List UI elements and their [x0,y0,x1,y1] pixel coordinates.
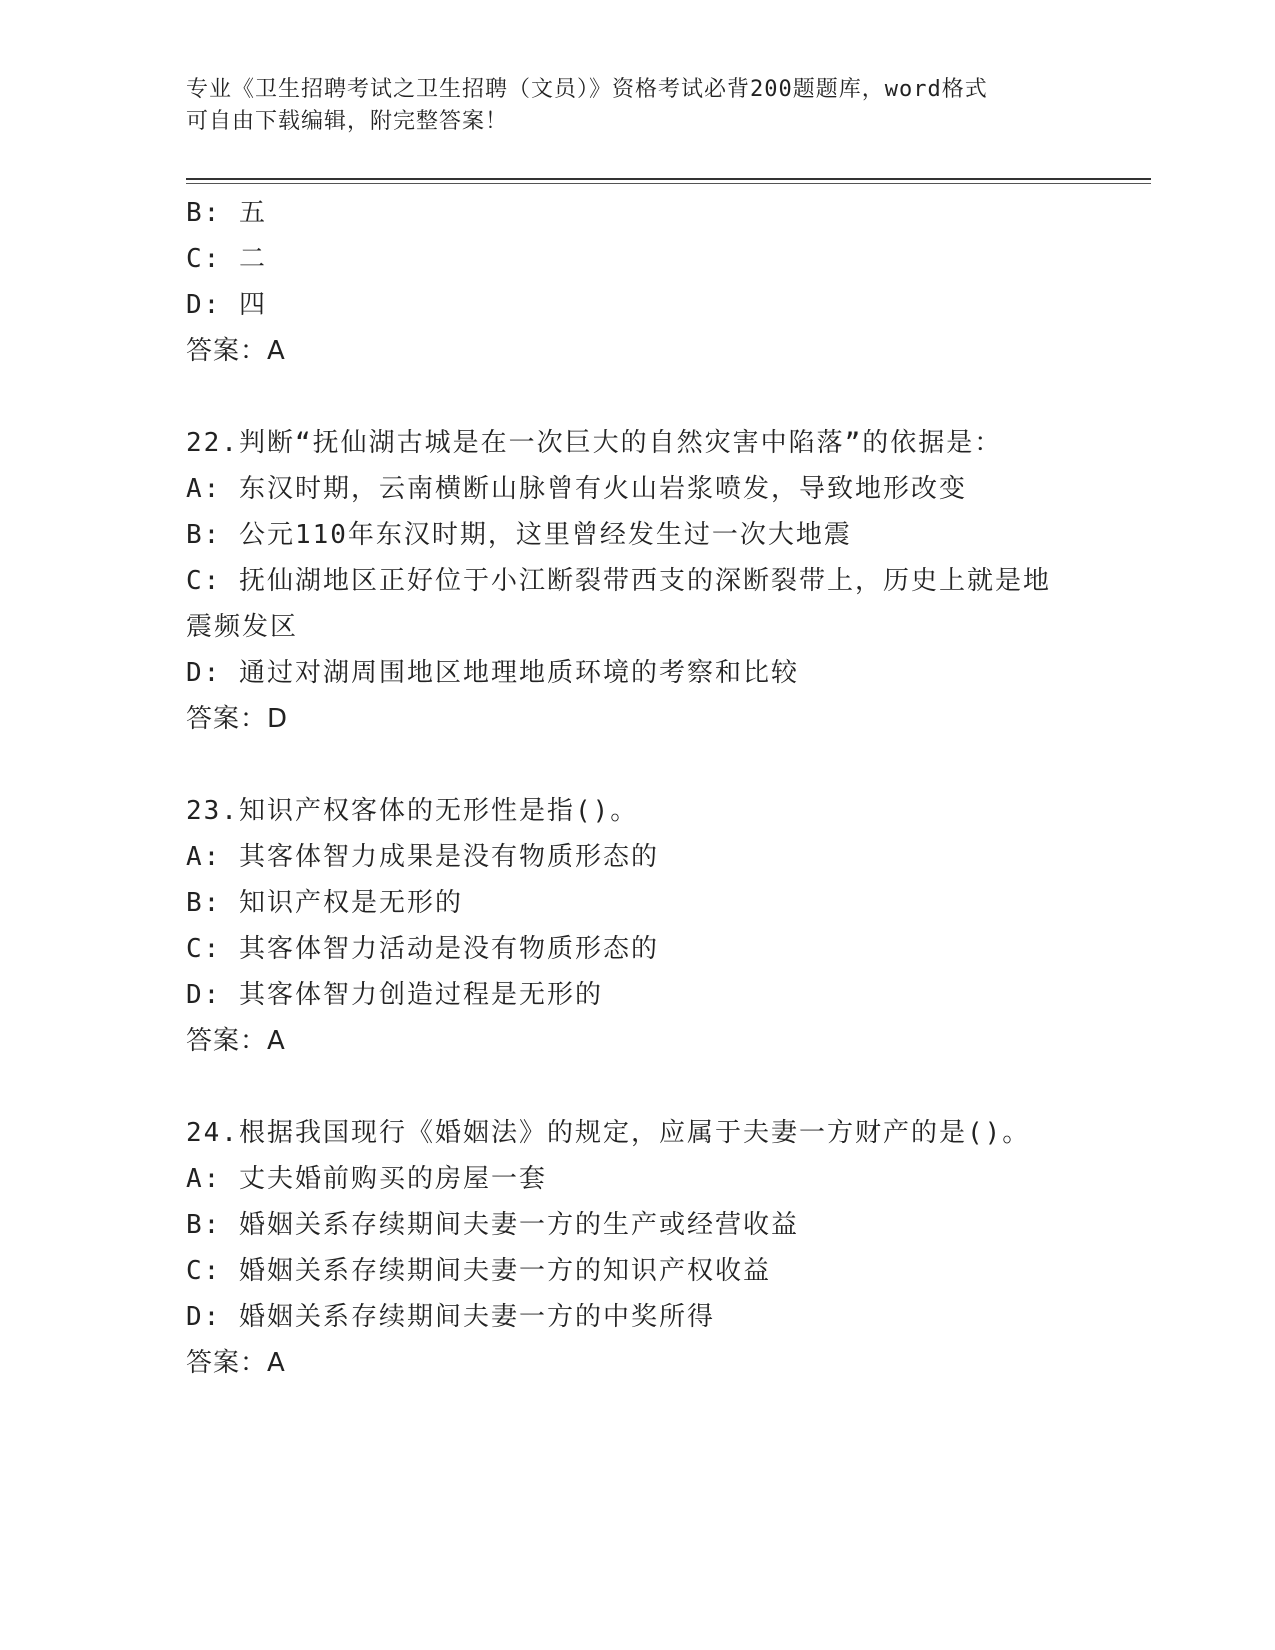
question-stem: 24.根据我国现行《婚姻法》的规定，应属于夫妻一方财产的是()。 [186,1118,1031,1148]
question-list [186,190,1086,1386]
option-c-continued: 震频发区 [186,612,299,642]
question-stem: 22.判断“抚仙湖古城是在一次巨大的自然灾害中陷落”的依据是： [186,428,1003,458]
option-b: B: 知识产权是无形的 [186,888,463,918]
option-c: C: 二 [186,244,267,274]
question-block-23 [186,788,1086,1064]
option-d: D: 其客体智力创造过程是无形的 [186,980,603,1010]
header-line-2: 可自由下载编辑，附完整答案！ [186,109,509,134]
question-block-24 [186,1110,1086,1386]
document-header [186,74,1086,138]
answer-label: 答案：A [186,336,286,366]
answer-label: 答案：D [186,704,289,734]
header-divider-thin [186,183,1151,184]
spacer [186,742,1086,788]
option-c: C: 婚姻关系存续期间夫妻一方的知识产权收益 [186,1256,771,1286]
option-d: D: 婚姻关系存续期间夫妻一方的中奖所得 [186,1302,715,1332]
header-divider-thick [186,178,1151,180]
option-a: A: 东汉时期，云南横断山脉曾有火山岩浆喷发，导致地形改变 [186,474,967,504]
option-d: D: 四 [186,290,267,320]
option-a: A: 丈夫婚前购买的房屋一套 [186,1164,547,1194]
answer-label: 答案：A [186,1348,286,1378]
spacer [186,1064,1086,1110]
option-c: C: 其客体智力活动是没有物质形态的 [186,934,659,964]
option-b: B: 五 [186,198,267,228]
question-block-22 [186,420,1086,742]
option-a: A: 其客体智力成果是没有物质形态的 [186,842,659,872]
header-line-1: 专业《卫生招聘考试之卫生招聘（文员）》资格考试必背200题题库，word格式 [186,77,988,102]
option-d: D: 通过对湖周围地区地理地质环境的考察和比较 [186,658,799,688]
option-b: B: 公元110年东汉时期，这里曾经发生过一次大地震 [186,520,852,550]
answer-label: 答案：A [186,1026,286,1056]
spacer [186,374,1086,420]
question-stem: 23.知识产权客体的无形性是指()。 [186,796,639,826]
question-block-21 [186,190,1086,374]
option-b: B: 婚姻关系存续期间夫妻一方的生产或经营收益 [186,1210,799,1240]
option-c: C: 抚仙湖地区正好位于小江断裂带西支的深断裂带上，历史上就是地 [186,566,1051,596]
